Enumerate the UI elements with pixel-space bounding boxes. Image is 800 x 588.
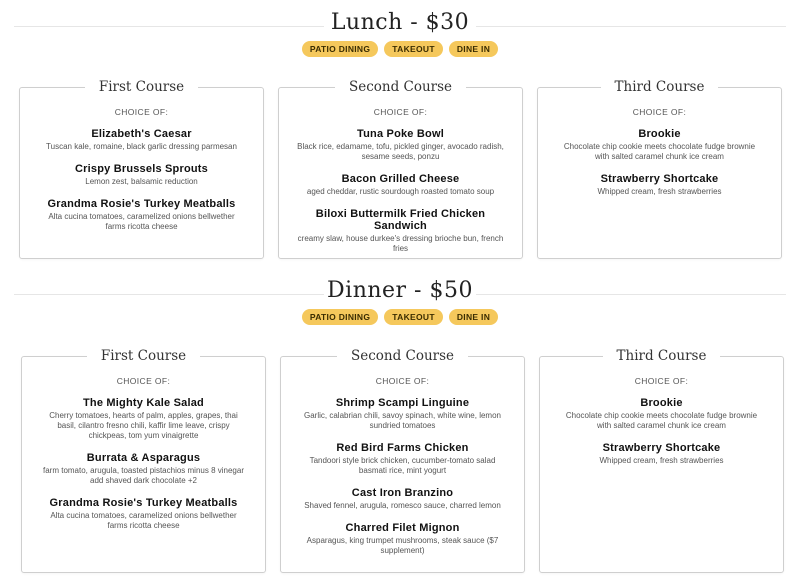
dish-description: Garlic, calabrian chili, savoy spinach, white wine, lemon sundried tomatoes <box>304 411 501 430</box>
dish-description: Whipped cream, fresh strawberries <box>597 187 722 196</box>
course-title-text: Third Course <box>601 79 719 95</box>
lunch-section <box>0 0 800 253</box>
tag-dine-in[interactable]: DINE IN <box>449 309 498 325</box>
dish-name: Burrata & Asparagus <box>86 452 201 464</box>
tag-patio-dining[interactable]: PATIO DINING <box>302 41 378 57</box>
dish-name: Charred Filet Mignon <box>345 522 460 534</box>
dinner-title: Dinner - $50 <box>327 278 473 303</box>
dish-name: Strawberry Shortcake <box>602 442 721 454</box>
dish-description: Chocolate chip cookie meets chocolate fudge brownie with salted caramel chunk ice cream <box>563 142 756 161</box>
choice-label: CHOICE OF: <box>634 376 689 386</box>
course-title <box>22 347 265 365</box>
menu-item <box>22 497 265 531</box>
menu-item <box>20 198 263 232</box>
dish-name: Brookie <box>640 397 683 409</box>
course-title <box>281 347 524 365</box>
menu-item <box>540 397 783 431</box>
menu-item <box>279 128 522 162</box>
dish-description: farm tomato, arugula, toasted pistachios minus 8 vinegar add shaved dark chocolate +2 <box>43 466 244 485</box>
dish-name: Red Bird Farms Chicken <box>336 442 469 454</box>
dish-name: Strawberry Shortcake <box>600 173 719 185</box>
dinner-tags <box>0 309 800 325</box>
dish-name: Crispy Brussels Sprouts <box>75 163 208 175</box>
menu-item <box>20 163 263 187</box>
dish-name: Bacon Grilled Cheese <box>341 173 460 185</box>
menu-item <box>281 522 524 556</box>
dish-description: Black rice, edamame, tofu, pickled ginger, avocado radish, sesame seeds, ponzu <box>297 142 504 161</box>
dish-name: The Mighty Kale Salad <box>83 397 204 409</box>
choice-label: CHOICE OF: <box>375 376 430 386</box>
menu-item <box>540 442 783 466</box>
dinner-third-course-card <box>539 348 784 573</box>
tag-takeout[interactable]: TAKEOUT <box>384 309 443 325</box>
menu-item <box>538 128 781 162</box>
dish-description: Alta cucina tomatoes, caramelized onions bellwether farms ricotta cheese <box>50 511 237 530</box>
dish-name: Tuna Poke Bowl <box>357 128 444 140</box>
dinner-section <box>0 268 800 555</box>
lunch-title: Lunch - $30 <box>330 10 470 35</box>
course-title <box>279 78 522 96</box>
dish-description: Lemon zest, balsamic reduction <box>85 177 198 186</box>
dish-description: creamy slaw, house durkee's dressing brioche bun, french fries <box>297 234 504 253</box>
dish-description: Alta cucina tomatoes, caramelized onions bellwether farms ricotta cheese <box>48 212 235 231</box>
dish-description: Chocolate chip cookie meets chocolate fudge brownie with salted caramel chunk ice cream <box>565 411 758 430</box>
dish-description: Tuscan kale, romaine, black garlic dressing parmesan <box>46 142 237 151</box>
menu-item <box>22 452 265 486</box>
dinner-header <box>0 268 800 308</box>
choice-label: CHOICE OF: <box>373 107 428 117</box>
dish-description: Shaved fennel, arugula, romesco sauce, charred lemon <box>304 501 501 510</box>
course-title-text: First Course <box>85 79 198 95</box>
tag-patio-dining[interactable]: PATIO DINING <box>302 309 378 325</box>
menu-item <box>279 208 522 254</box>
dinner-first-course-card <box>21 348 266 573</box>
course-title-text: Second Course <box>335 79 466 95</box>
course-title <box>20 78 263 96</box>
dish-description: Tandoori style brick chicken, cucumber-tomato salad basmati rice, mint yogurt <box>309 456 496 475</box>
lunch-third-course-card <box>537 79 782 259</box>
choice-label: CHOICE OF: <box>632 107 687 117</box>
course-title <box>540 347 783 365</box>
tag-dine-in[interactable]: DINE IN <box>449 41 498 57</box>
lunch-header <box>0 0 800 40</box>
dish-description: Whipped cream, fresh strawberries <box>599 456 724 465</box>
menu-item <box>281 442 524 476</box>
course-title-text: First Course <box>87 348 200 364</box>
dish-name: Cast Iron Branzino <box>351 487 454 499</box>
menu-item <box>281 397 524 431</box>
dish-name: Biloxi Buttermilk Fried Chicken Sandwich <box>315 208 486 232</box>
choice-label: CHOICE OF: <box>114 107 169 117</box>
dish-description: Cherry tomatoes, hearts of palm, apples, grapes, thai basil, cilantro fresno chili, kaffir lime leave, crispy chickpeas, tom yum vinaigrette <box>49 411 238 440</box>
menu-item <box>279 173 522 197</box>
choice-label: CHOICE OF: <box>116 376 171 386</box>
dish-name: Shrimp Scampi Linguine <box>335 397 470 409</box>
menu-item <box>538 173 781 197</box>
course-title-text: Third Course <box>603 348 721 364</box>
menu-item <box>22 397 265 441</box>
tag-takeout[interactable]: TAKEOUT <box>384 41 443 57</box>
course-title <box>538 78 781 96</box>
lunch-first-course-card <box>19 79 264 259</box>
dinner-second-course-card <box>280 348 525 573</box>
dish-name: Grandma Rosie's Turkey Meatballs <box>49 497 238 509</box>
lunch-second-course-card <box>278 79 523 259</box>
menu-item <box>20 128 263 152</box>
course-title-text: Second Course <box>337 348 468 364</box>
dish-name: Grandma Rosie's Turkey Meatballs <box>47 198 236 210</box>
dish-name: Brookie <box>638 128 681 140</box>
menu-item <box>281 487 524 511</box>
dish-name: Elizabeth's Caesar <box>91 128 192 140</box>
dish-description: aged cheddar, rustic sourdough roasted tomato soup <box>306 187 495 196</box>
dish-description: Asparagus, king trumpet mushrooms, steak sauce ($7 supplement) <box>306 536 499 555</box>
lunch-tags <box>0 41 800 57</box>
